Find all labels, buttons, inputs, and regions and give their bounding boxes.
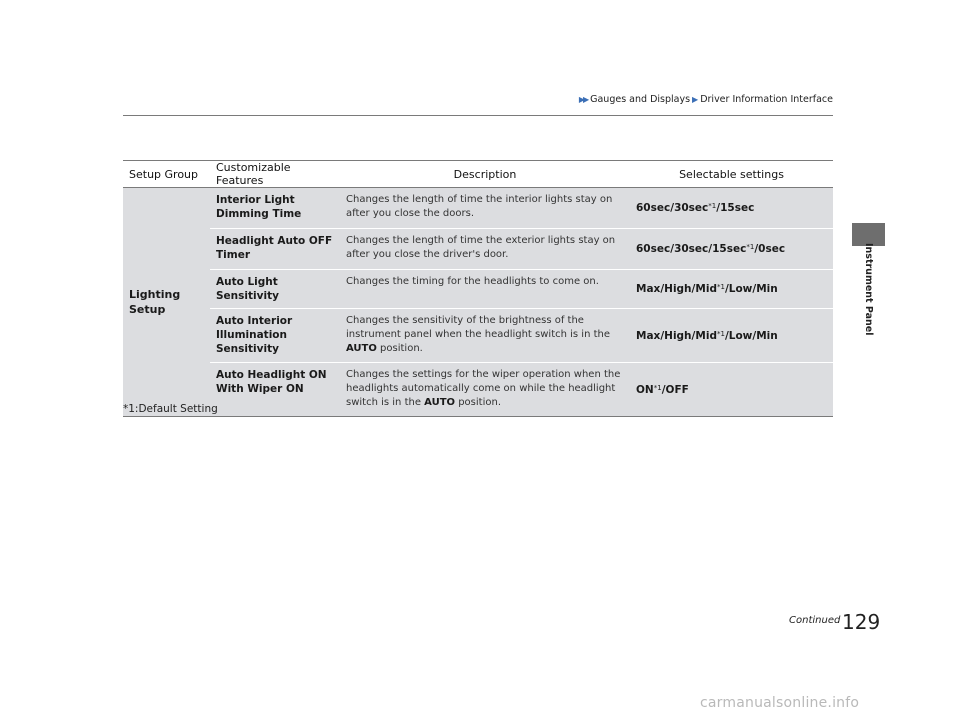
selectable-settings: Max/High/Mid$^{*1}$/Low/Min (630, 309, 833, 363)
feature-description: Changes the sensitivity of the brightness of the instrument panel when the headlight switch is in the AUTO position. (340, 309, 630, 363)
page-number: 129 (842, 610, 881, 634)
feature-description: Changes the length of time the interior lights stay on after you close the doors. (340, 188, 630, 229)
selectable-settings: $60\sec/30\sec^{*1}/15\sec$ (630, 188, 833, 229)
feature-name: Auto Light Sensitivity (210, 270, 340, 309)
table-row (123, 188, 833, 229)
column-header: Description (340, 161, 630, 188)
column-header: Customizable Features (210, 161, 340, 188)
selectable-settings: ON$^{*1}$/OFF (630, 363, 833, 417)
settings-table (123, 160, 833, 417)
table-row (123, 229, 833, 270)
watermark: carmanualsonline.info (700, 695, 860, 711)
double-arrow-icon: ▶▶ (578, 95, 588, 104)
feature-description: Changes the timing for the headlights to come on. (340, 270, 630, 309)
footnote: *1:Default Setting (123, 403, 218, 415)
feature-name: Headlight Auto OFF Timer (210, 229, 340, 270)
table-header-row (123, 161, 833, 188)
breadcrumb-item: Driver Information Interface (700, 94, 833, 105)
section-label: Instrument Panel (863, 243, 874, 336)
header-divider (123, 115, 833, 116)
breadcrumb (550, 94, 833, 105)
feature-description: Changes the settings for the wiper operation when the headlights automatically come on while the headlight switch is in the AUTO position. (340, 363, 630, 417)
column-header: Selectable settings (630, 161, 833, 188)
breadcrumb-item: Gauges and Displays (590, 94, 691, 105)
table-row (123, 309, 833, 363)
continued-label: Continued (789, 615, 841, 626)
feature-name: Auto Headlight ON With Wiper ON (210, 363, 340, 417)
selectable-settings: Max/High/Mid$^{*1}$/Low/Min (630, 270, 833, 309)
table-row (123, 363, 833, 417)
feature-name: Auto Interior Illumination Sensitivity (210, 309, 340, 363)
table-row (123, 270, 833, 309)
selectable-settings: $60\sec/30\sec/15\sec^{*1}/0\sec$ (630, 229, 833, 270)
feature-description: Changes the length of time the exterior lights stay on after you close the driver's door. (340, 229, 630, 270)
arrow-icon: ▶ (692, 95, 699, 104)
setup-group-cell: Lighting Setup (123, 188, 210, 417)
feature-name: Interior Light Dimming Time (210, 188, 340, 229)
column-header: Setup Group (123, 161, 210, 188)
